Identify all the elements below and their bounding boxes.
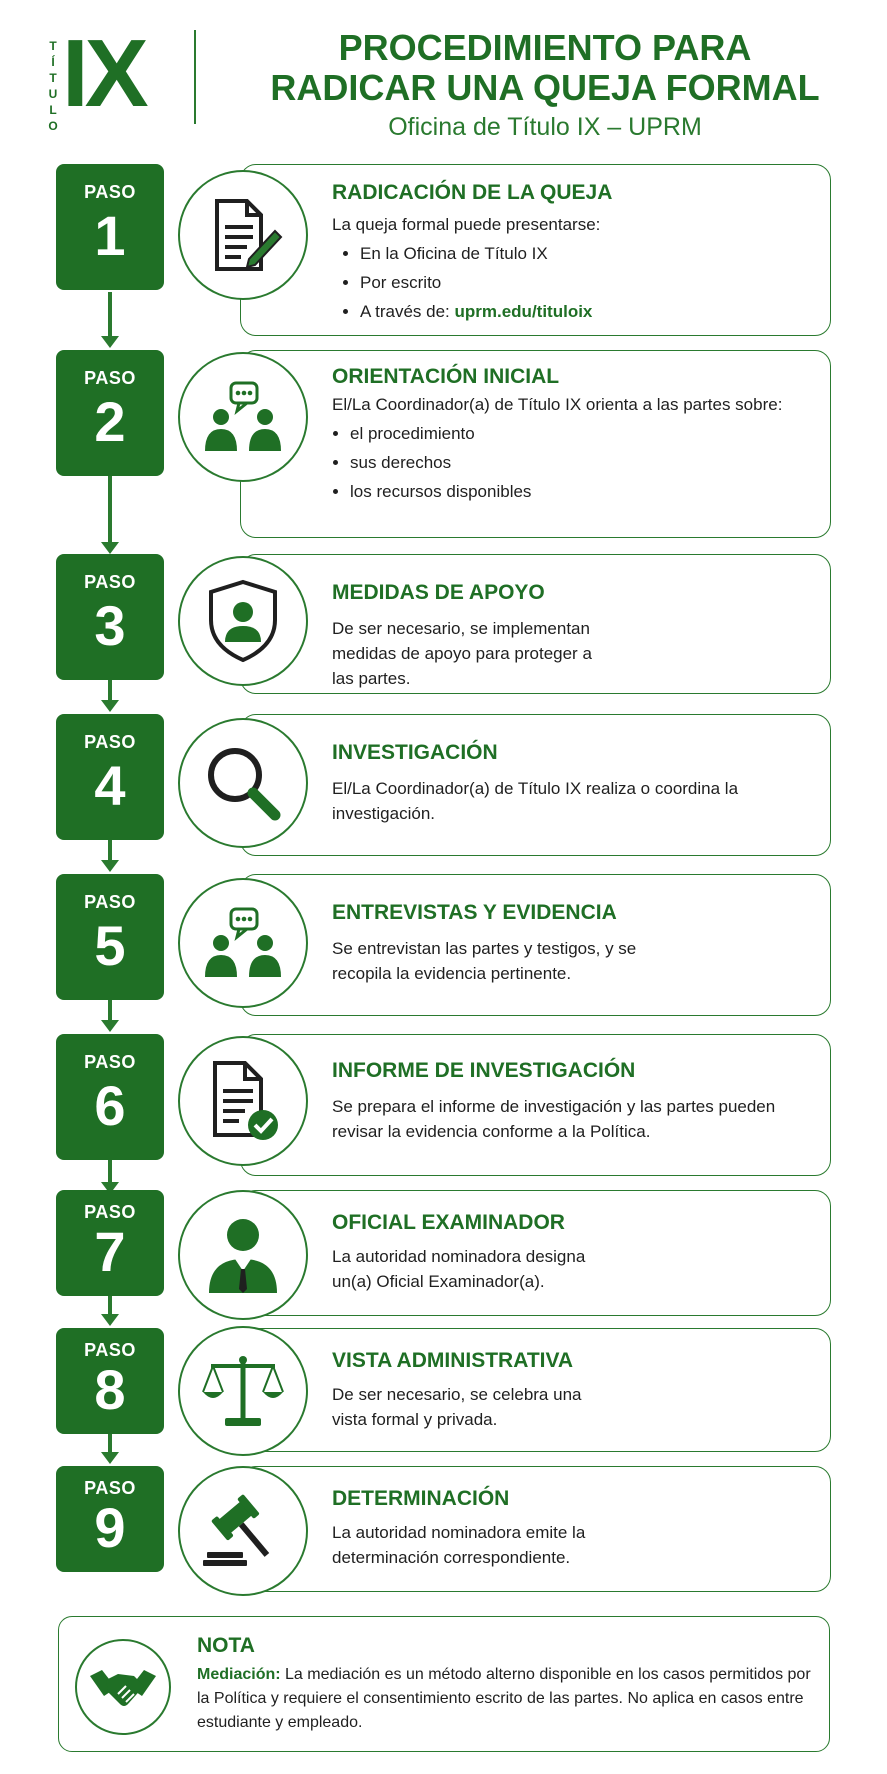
- gavel-icon: [201, 1492, 285, 1570]
- step-8: [0, 1328, 887, 1456]
- paso-label: PASO: [84, 572, 136, 592]
- website-link[interactable]: uprm.edu/tituloix: [454, 302, 593, 321]
- title-line-1: PROCEDIMIENTO PARA: [338, 27, 752, 68]
- paso-label: PASO: [84, 892, 136, 912]
- step-number: 2: [94, 390, 126, 453]
- step-list: [332, 419, 823, 506]
- step-arrow: [108, 1160, 112, 1184]
- step-6: [0, 1034, 887, 1176]
- step-content: [332, 364, 823, 506]
- step-arrow: [108, 680, 112, 702]
- step-arrow: [108, 840, 112, 862]
- step-badge: [56, 1190, 164, 1296]
- handshake-icon: [88, 1662, 158, 1712]
- page-title: [225, 28, 865, 144]
- document-check-icon: [205, 1059, 281, 1143]
- step-text: De ser necesario, se implementan medidas de apoyo para proteger a las partes.: [332, 619, 592, 688]
- step-icon-circle: [178, 1036, 308, 1166]
- step-content: [332, 180, 823, 326]
- step-title: OFICIAL EXAMINADOR: [332, 1211, 565, 1234]
- step-3: [0, 554, 887, 694]
- official-person-icon: [205, 1215, 281, 1295]
- step-title: DETERMINACIÓN: [332, 1487, 510, 1510]
- step-number: 9: [94, 1496, 126, 1559]
- step-text: Se entrevistan las partes y testigos, y se recopila la evidencia pertinente.: [332, 939, 637, 983]
- note-content: [197, 1633, 815, 1735]
- step-7: [0, 1190, 887, 1320]
- step-badge: [56, 1328, 164, 1434]
- step-2: [0, 350, 887, 540]
- note-title: NOTA: [197, 1634, 255, 1657]
- step-number: 5: [94, 914, 126, 977]
- step-icon-circle: [178, 1466, 308, 1596]
- step-title: RADICACIÓN DE LA QUEJA: [332, 181, 613, 204]
- note-body: La mediación es un método alterno disponible en los casos permitidos por la Política y requiere el consentimiento escrito de las partes. No aplica en casos entre estudiante y empleado.: [197, 1666, 811, 1731]
- note-label: Mediación:: [197, 1666, 281, 1683]
- step-number: 6: [94, 1074, 126, 1137]
- step-title: MEDIDAS DE APOYO: [332, 581, 545, 604]
- step-badge: [56, 1466, 164, 1572]
- step-4: [0, 714, 887, 854]
- list-item: • sus derechos: [350, 448, 823, 477]
- step-badge: [56, 350, 164, 476]
- note-box: [58, 1616, 830, 1752]
- step-arrow: [108, 476, 112, 544]
- title-line-2: RADICAR UNA QUEJA FORMAL: [270, 67, 820, 108]
- note-text: [197, 1663, 815, 1735]
- step-1: [0, 164, 887, 336]
- page-subtitle: Oficina de Título IX – UPRM: [388, 113, 702, 141]
- step-content: [332, 1348, 587, 1432]
- list-item: • el procedimiento: [350, 419, 823, 448]
- step-text: El/La Coordinador(a) de Título IX realiza o coordina la investigación.: [332, 779, 739, 823]
- paso-label: PASO: [84, 182, 136, 202]
- step-text: El/La Coordinador(a) de Título IX orienta a las partes sobre:: [332, 395, 783, 414]
- note-icon-circle: [75, 1639, 171, 1735]
- logo-vertical-text: TÍTULO: [48, 39, 58, 133]
- list-item: • En la Oficina de Título IX: [360, 239, 823, 268]
- step-icon-circle: [178, 556, 308, 686]
- step-title: INVESTIGACIÓN: [332, 741, 498, 764]
- step-badge: [56, 714, 164, 840]
- step-number: 7: [94, 1220, 126, 1283]
- scales-icon: [201, 1352, 285, 1430]
- step-badge: [56, 874, 164, 1000]
- step-title: VISTA ADMINISTRATIVA: [332, 1349, 574, 1372]
- step-icon-circle: [178, 170, 308, 300]
- step-number: 3: [94, 594, 126, 657]
- paso-label: PASO: [84, 1202, 136, 1222]
- step-title: ENTREVISTAS Y EVIDENCIA: [332, 901, 617, 924]
- step-icon-circle: [178, 878, 308, 1008]
- step-text: La autoridad nominadora emite la determinación correspondiente.: [332, 1523, 586, 1567]
- step-icon-circle: [178, 718, 308, 848]
- step-arrow: [108, 292, 112, 338]
- magnifier-icon: [203, 743, 283, 823]
- step-icon-circle: [178, 1326, 308, 1456]
- logo-mark: IX: [62, 20, 145, 127]
- header-divider: [194, 30, 196, 124]
- step-number: 8: [94, 1358, 126, 1421]
- paso-label: PASO: [84, 732, 136, 752]
- paso-label: PASO: [84, 1052, 136, 1072]
- step-arrow: [108, 1000, 112, 1022]
- step-badge: [56, 1034, 164, 1160]
- step-badge: [56, 554, 164, 680]
- step-title: ORIENTACIÓN INICIAL: [332, 365, 560, 388]
- step-5: [0, 874, 887, 1014]
- conversation-icon: [201, 381, 285, 453]
- step-9: [0, 1466, 887, 1596]
- step-content: [332, 1058, 823, 1144]
- step-text: La autoridad nominadora designa un(a) Oficial Examinador(a).: [332, 1247, 586, 1291]
- step-content: [332, 580, 607, 691]
- step-number: 4: [94, 754, 126, 817]
- step-list: [332, 239, 823, 326]
- paso-label: PASO: [84, 368, 136, 388]
- step-text: Se prepara el informe de investigación y las partes pueden revisar la evidencia conforme a la Política.: [332, 1097, 776, 1141]
- shield-person-icon: [205, 578, 281, 664]
- step-arrow: [108, 1296, 112, 1316]
- titulo-ix-logo: [40, 20, 160, 133]
- step-content: [332, 740, 757, 826]
- step-text: La queja formal puede presentarse:: [332, 215, 601, 234]
- list-item: • Por escrito: [360, 268, 823, 297]
- paso-label: PASO: [84, 1478, 136, 1498]
- list-item: • los recursos disponibles: [350, 477, 823, 506]
- step-number: 1: [94, 204, 126, 267]
- step-content: [332, 1486, 587, 1570]
- conversation-icon: [201, 907, 285, 979]
- step-content: [332, 900, 637, 986]
- step-icon-circle: [178, 1190, 308, 1320]
- step-content: [332, 1210, 587, 1294]
- step-badge: [56, 164, 164, 290]
- paso-label: PASO: [84, 1340, 136, 1360]
- document-pen-icon: [203, 195, 283, 275]
- step-text: De ser necesario, se celebra una vista formal y privada.: [332, 1385, 582, 1429]
- list-item: • A través de: uprm.edu/tituloix: [360, 297, 823, 326]
- step-arrow: [108, 1434, 112, 1454]
- step-icon-circle: [178, 352, 308, 482]
- step-title: INFORME DE INVESTIGACIÓN: [332, 1059, 636, 1082]
